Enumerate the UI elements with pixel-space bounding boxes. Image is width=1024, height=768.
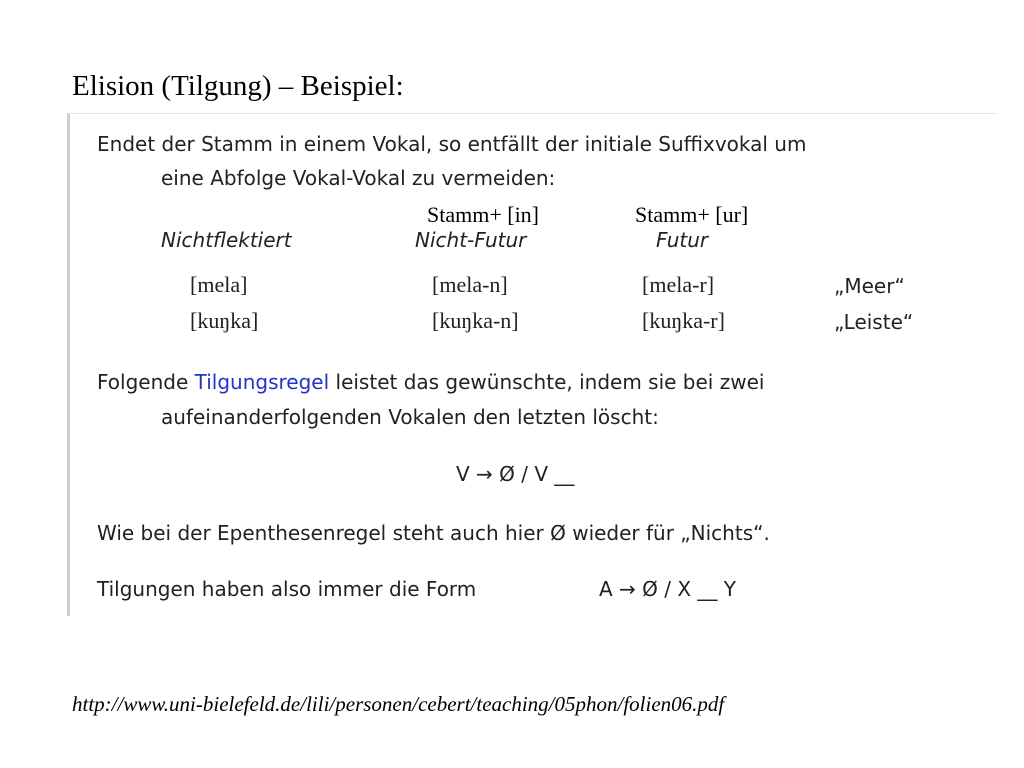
rule-intro-after: leistet das gewünschte, indem sie bei zwei — [329, 370, 765, 394]
row-nonfuture: [kuŋka-n] — [432, 308, 519, 333]
row-gloss: „Meer“ — [834, 274, 905, 298]
rule-intro-line-2: aufeinanderfolgenden Vokalen den letzten löscht: — [161, 405, 659, 429]
row-gloss: „Leiste“ — [834, 310, 914, 334]
tilgungsregel-link[interactable]: Tilgungsregel — [194, 370, 330, 394]
example-panel — [67, 113, 998, 616]
general-form-rule: A → Ø / X __ Y — [599, 577, 736, 601]
row-future: [kuŋka-r] — [642, 308, 725, 333]
epenthesis-note: Wie bei der Epenthesenregel steht auch hier Ø wieder für „Nichts“. — [97, 521, 770, 545]
header-futur: Futur — [656, 228, 709, 252]
header-nicht-futur: Nicht-Futur — [415, 228, 527, 252]
rule-intro-before: Folgende — [97, 370, 195, 394]
deletion-rule: V → Ø / V __ — [456, 462, 575, 486]
intro-line-2: eine Abfolge Vokal-Vokal zu vermeiden: — [161, 166, 556, 190]
intro-line-1: Endet der Stamm in einem Vokal, so entfällt der initiale Suffixvokal um — [97, 132, 807, 156]
source-url[interactable]: http://www.uni-bielefeld.de/lili/personen/cebert/teaching/05phon/folien06.pdf — [72, 692, 725, 716]
slide-title: Elision (Tilgung) – Beispiel: — [72, 70, 404, 102]
row-future: [mela-r] — [642, 272, 715, 297]
note-stamm-in: Stamm+ [in] — [427, 202, 540, 227]
rule-intro-line-1 — [97, 370, 764, 394]
general-form-label: Tilgungen haben also immer die Form — [97, 577, 477, 601]
row-base: [mela] — [190, 272, 248, 297]
row-base: [kuŋka] — [190, 308, 259, 333]
row-nonfuture: [mela-n] — [432, 272, 508, 297]
note-stamm-ur: Stamm+ [ur] — [635, 202, 749, 227]
header-nichtflektiert: Nichtflektiert — [161, 228, 292, 252]
